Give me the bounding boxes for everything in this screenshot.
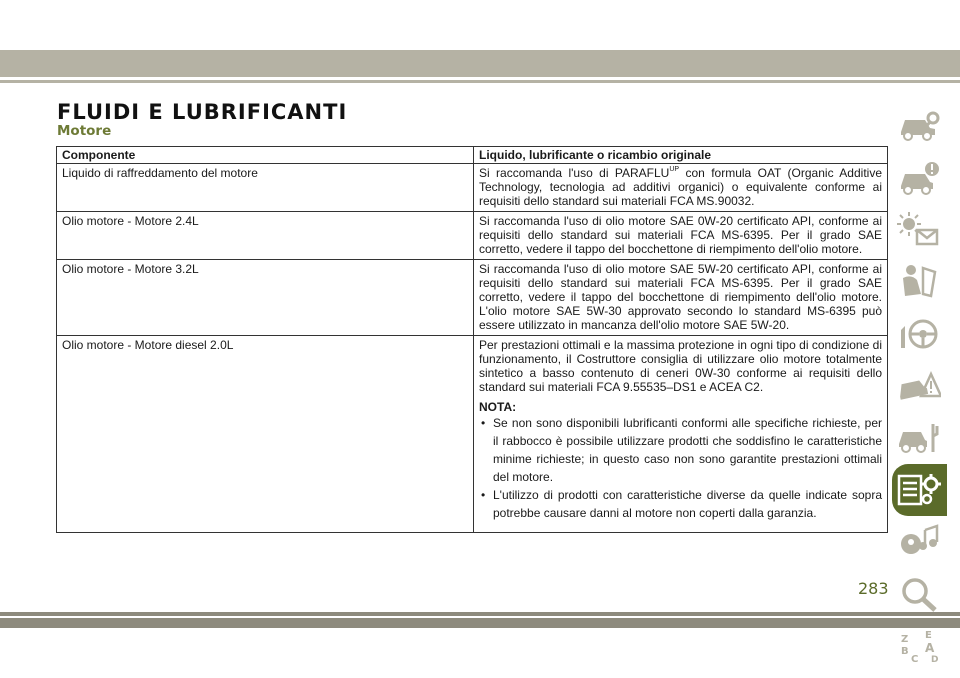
note-title: NOTA:: [479, 400, 517, 414]
column-header-spec: Liquido, lubrificante o ricambio originale: [474, 147, 888, 164]
component-cell: Olio motore - Motore 3.2L: [57, 260, 474, 336]
note-list: [479, 414, 882, 522]
spec-cell: Si raccomanda l'uso di olio motore SAE 5W-20 certificato API, conforme ai requisiti dello standard sui materiali FCA MS-6395. Per il grado SAE corretto, vedere il tappo del bocchettone di riempimento dell'olio motore. L'olio motore SAE 5W-30 approvato secondo lo standard MS-6395 può essere utilizzato in mancanza dell'olio motore SAE 5W-20.: [474, 260, 888, 336]
table-row: [57, 164, 888, 212]
svg-text:D: D: [931, 655, 939, 664]
car-service-icon[interactable]: [892, 412, 947, 464]
spec-cell: [474, 336, 888, 533]
svg-text:A: A: [925, 641, 935, 655]
seat-safety-icon[interactable]: [892, 256, 947, 308]
spec-superscript: UP: [669, 166, 680, 173]
specifications-icon[interactable]: [892, 464, 947, 516]
table-row: [57, 336, 888, 533]
svg-text:B: B: [901, 646, 909, 657]
column-header-component: Componente: [57, 147, 474, 164]
top-decorative-band: [0, 50, 960, 77]
steering-wheel-icon[interactable]: [892, 308, 947, 360]
note-item: • Se non sono disponibili lubrificanti conformi alle specifiche richieste, per il rabbocco è possibile utilizzare prodotti che soddisfino le caratteristiche minime richieste; in questo caso non sono garantite prestazioni ottimali del motore.: [493, 414, 882, 486]
bottom-decorative-band: [0, 618, 960, 628]
spec-text: Si raccomanda l'uso di PARAFLU: [479, 166, 670, 180]
spec-cell: Si raccomanda l'uso di olio motore SAE 0W-20 certificato API, conforme ai requisiti dello standard sui materiali FCA MS-6395. Per il grado SAE corretto, vedere il tappo del bocchettone di riempimento dell'olio motore.: [474, 212, 888, 260]
component-cell: Olio motore - Motore diesel 2.0L: [57, 336, 474, 533]
multimedia-icon[interactable]: [892, 516, 947, 568]
spec-cell: [474, 164, 888, 212]
section-subtitle: Motore: [57, 123, 112, 139]
table-header-row: [57, 147, 888, 164]
svg-text:E: E: [925, 630, 932, 641]
bottom-decorative-line: [0, 612, 960, 616]
table-row: [57, 260, 888, 336]
fluids-table: [56, 146, 888, 533]
note-item: • L'utilizzo di prodotti con caratteristiche diverse da quelle indicate sopra potrebbe causare danni al motore non coperti dalla garanzia.: [493, 486, 882, 522]
component-cell: Olio motore - Motore 2.4L: [57, 212, 474, 260]
spec-text-cont: con formula OAT (Organic Additive Technology, tecnologia ad additivi organici) o equivalente conforme ai requisiti dello standard sui materiali FCA MS.90032.: [479, 166, 882, 208]
car-key-icon[interactable]: [892, 100, 947, 152]
top-decorative-line: [0, 80, 960, 83]
svg-text:C: C: [911, 654, 919, 664]
dashboard-warning-icon[interactable]: [892, 152, 947, 204]
svg-text:Z: Z: [901, 634, 909, 645]
spec-text: Per prestazioni ottimali e la massima protezione in ogni tipo di condizione di funzionamento, il Costruttore consiglia di utilizzare olio motore totalmente sintetico a basso contenuto di ceneri 0W-30 conforme ai requisiti dello standard sui materiali FCA 9.55535–DS1 e ACEA C2.: [479, 338, 882, 394]
page-title: FLUIDI E LUBRIFICANTI: [57, 100, 348, 124]
page-number: 283: [858, 579, 889, 598]
car-emergency-icon[interactable]: [892, 360, 947, 412]
component-cell: Liquido di raffreddamento del motore: [57, 164, 474, 212]
light-message-icon[interactable]: [892, 204, 947, 256]
table-row: [57, 212, 888, 260]
